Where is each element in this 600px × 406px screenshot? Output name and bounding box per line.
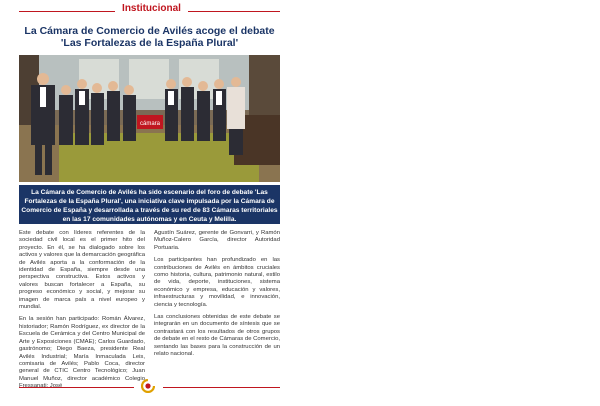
paragraph: En la sesión han participado: Román Álvarez, historiador; Ramón Rodríguez, ex director de la Escuela de Cerámica y del Centro Municipal de Arte y Exposiciones (CMAE); Carlos Guardado, gastrónomo; Diego Baeza, presidente Real Avilés Industrial; María Inmaculada Leis, comisaria de Avilés; Pablo Coca, director general de CTIC Centro Tecnológico; Juan Manuel Muñoz, director académico Colegio bbox=[19, 316, 145, 382]
body-column-left bbox=[19, 230, 145, 396]
paragraph: Los participantes han profundizado en las contribuciones de Avilés en ámbitos cruciales como historia, cultura, patrimonio natural, estilo de vida, deporte, instituciones, sistema económico y empresa, educación y valores, infraestructuras y movilidad, e innovación, ciencia y tecnología. bbox=[154, 257, 280, 308]
group-photo bbox=[19, 55, 280, 182]
footer-divider-left bbox=[19, 387, 134, 388]
camara-logo-icon bbox=[141, 379, 155, 393]
banner-text: cámara bbox=[139, 121, 161, 127]
header-divider-left bbox=[19, 11, 115, 12]
group-photo-illustration bbox=[19, 55, 280, 182]
body-column-right bbox=[154, 230, 280, 364]
header-divider-right bbox=[188, 11, 280, 12]
article-title: La Cámara de Comercio de Avilés acoge el debate 'Las Fortalezas de la España Plural' bbox=[24, 25, 275, 49]
section-label: Institucional bbox=[122, 3, 181, 14]
paragraph: Este debate con líderes referentes de la sociedad civil local es el primer hito del proyecto. En él, se ha dialogado sobre los activos y valores que la demarcación geográfica de Avilés aporta a la conformación de la identidad de España, siempre desde una perspectiva constructiva. Estos activos y valores buscan fortalecer a España, su progreso económico y social, y mejorar su imagen de marca país a nivel europeo y mundial. bbox=[19, 230, 145, 311]
paragraph: Agustín Suárez, gerente de Gonvarri, y Ramón Muñoz-Calero García, director Autoridad Portuaria. bbox=[154, 230, 280, 251]
photo-caption: La Cámara de Comercio de Avilés ha sido escenario del foro de debate 'Las Fortalezas de la España Plural', una iniciativa clave impulsada por la Cámara de Comercio de España y desarrollada a través de su red de 83 Cámaras territoriales en las 17 comunidades autónomas y en Ceuta y Melilla. bbox=[19, 185, 280, 224]
footer-divider-right bbox=[163, 387, 280, 388]
paragraph: Las conclusiones obtenidas de este debate se integrarán en un documento de síntesis que se contrastará con los resultados de otros grupos de debate en el resto de Cámaras de Comercio, sentando las bases para la construcción de un relato nacional. bbox=[154, 314, 280, 358]
